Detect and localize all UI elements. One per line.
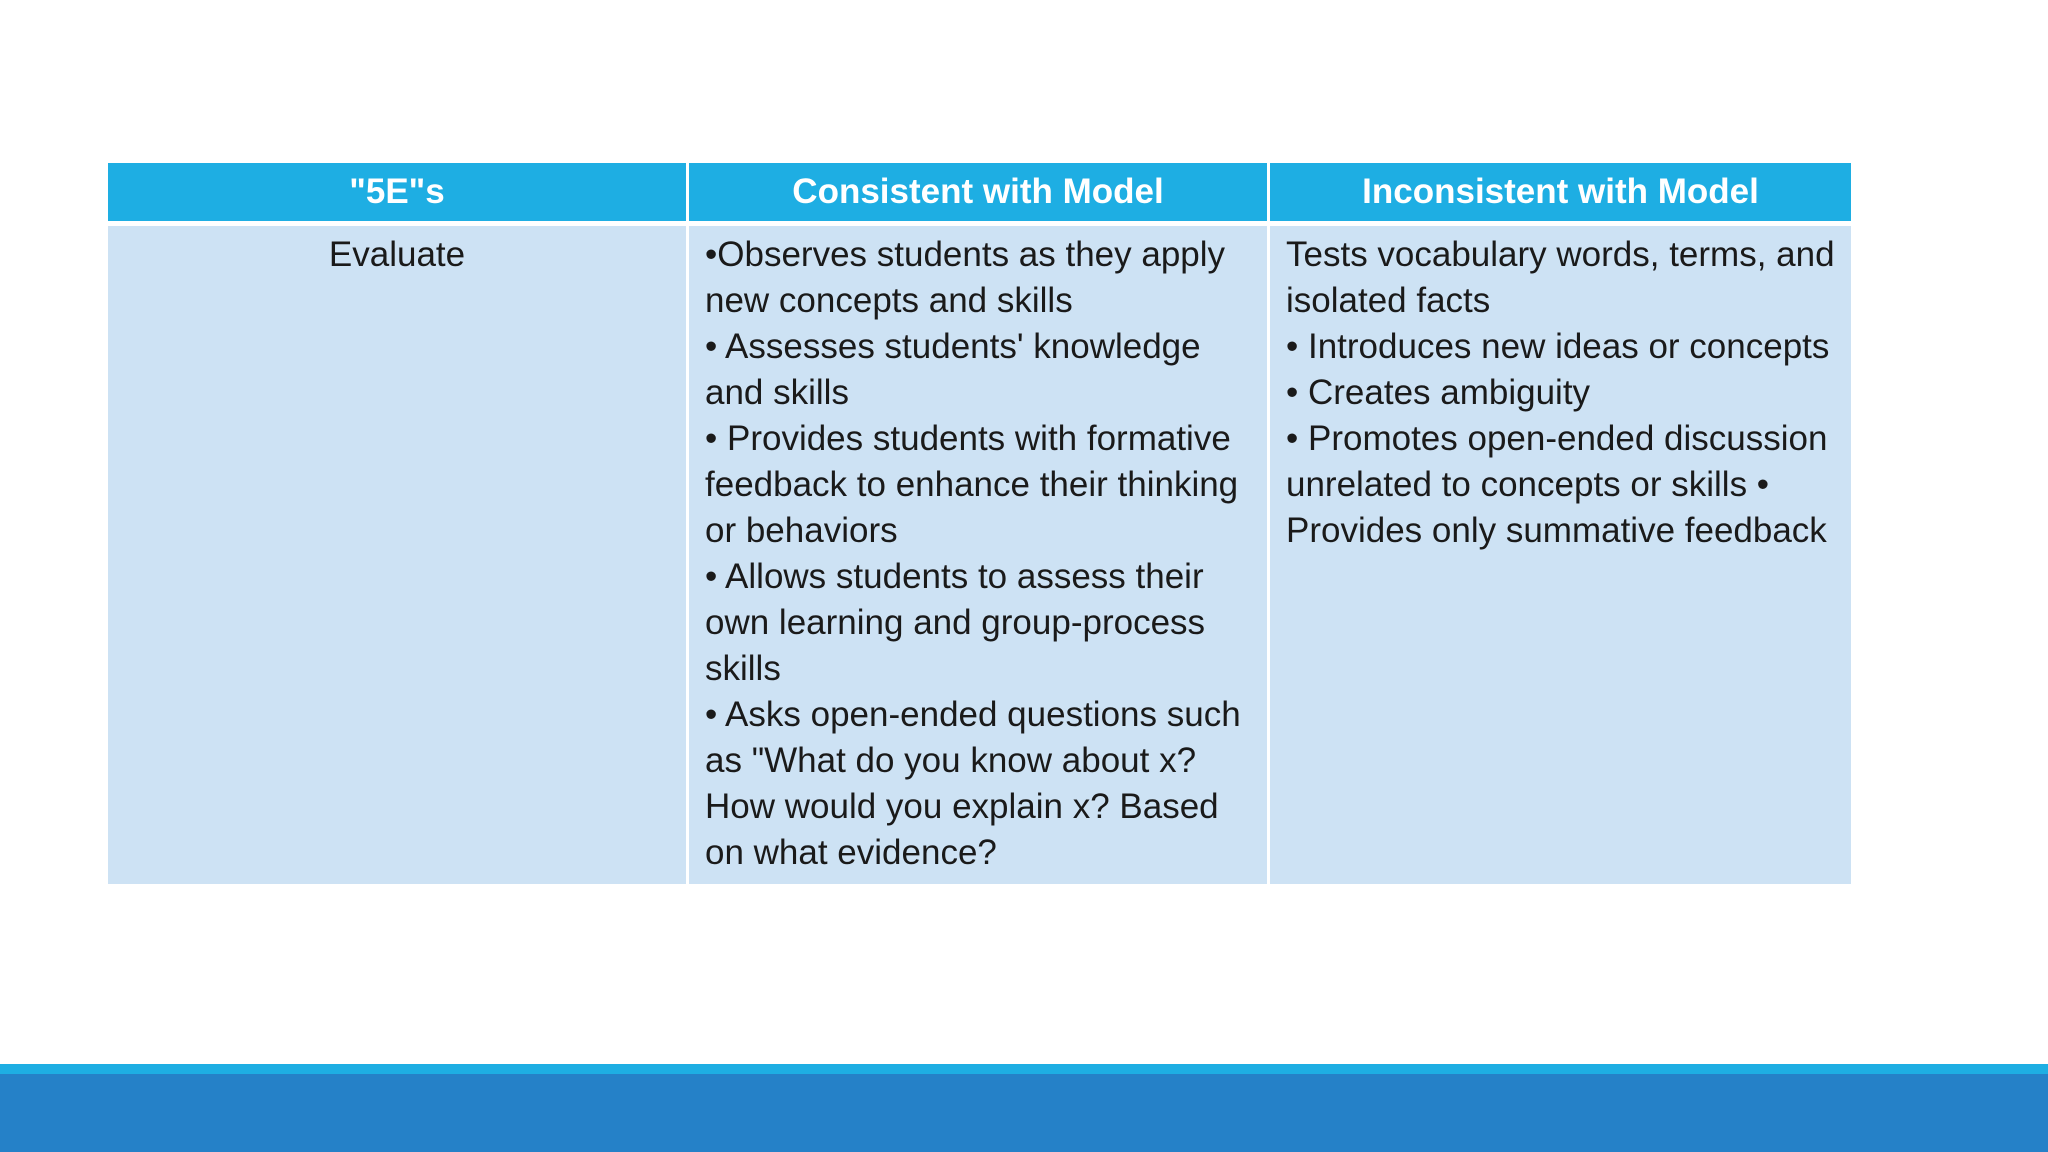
- consistent-item: •Observes students as they apply new concepts and skills: [705, 235, 1226, 320]
- consistent-item: • Asks open-ended questions such as "What do you know about x? How would you explain x? Based on what evidence?: [705, 695, 1241, 872]
- header-inconsistent: Inconsistent with Model: [1270, 163, 1851, 226]
- inconsistent-item: Tests vocabulary words, terms, and isolated facts: [1286, 235, 1835, 320]
- footer-band: [0, 1074, 2048, 1152]
- comparison-table: [108, 163, 1851, 884]
- inconsistent-item: • Creates ambiguity: [1286, 373, 1591, 412]
- table-header-row: [108, 163, 1851, 226]
- consistent-item: • Assesses students' knowledge and skills: [705, 327, 1201, 412]
- inconsistent-item: • Introduces new ideas or concepts: [1286, 327, 1830, 366]
- header-5es: "5E"s: [108, 163, 689, 226]
- inconsistent-cell: [1270, 226, 1851, 884]
- header-consistent: Consistent with Model: [689, 163, 1270, 226]
- table-row: [108, 226, 1851, 884]
- consistent-item: • Allows students to assess their own learning and group-process skills: [705, 557, 1206, 688]
- inconsistent-item: • Promotes open-ended discussion unrelated to concepts or skills • Provides only summative feedback: [1286, 419, 1828, 550]
- consistent-cell: [689, 226, 1270, 884]
- footer-stripe: [0, 1064, 2048, 1074]
- consistent-item: • Provides students with formative feedback to enhance their thinking or behaviors: [705, 419, 1239, 550]
- phase-cell: Evaluate: [108, 226, 689, 884]
